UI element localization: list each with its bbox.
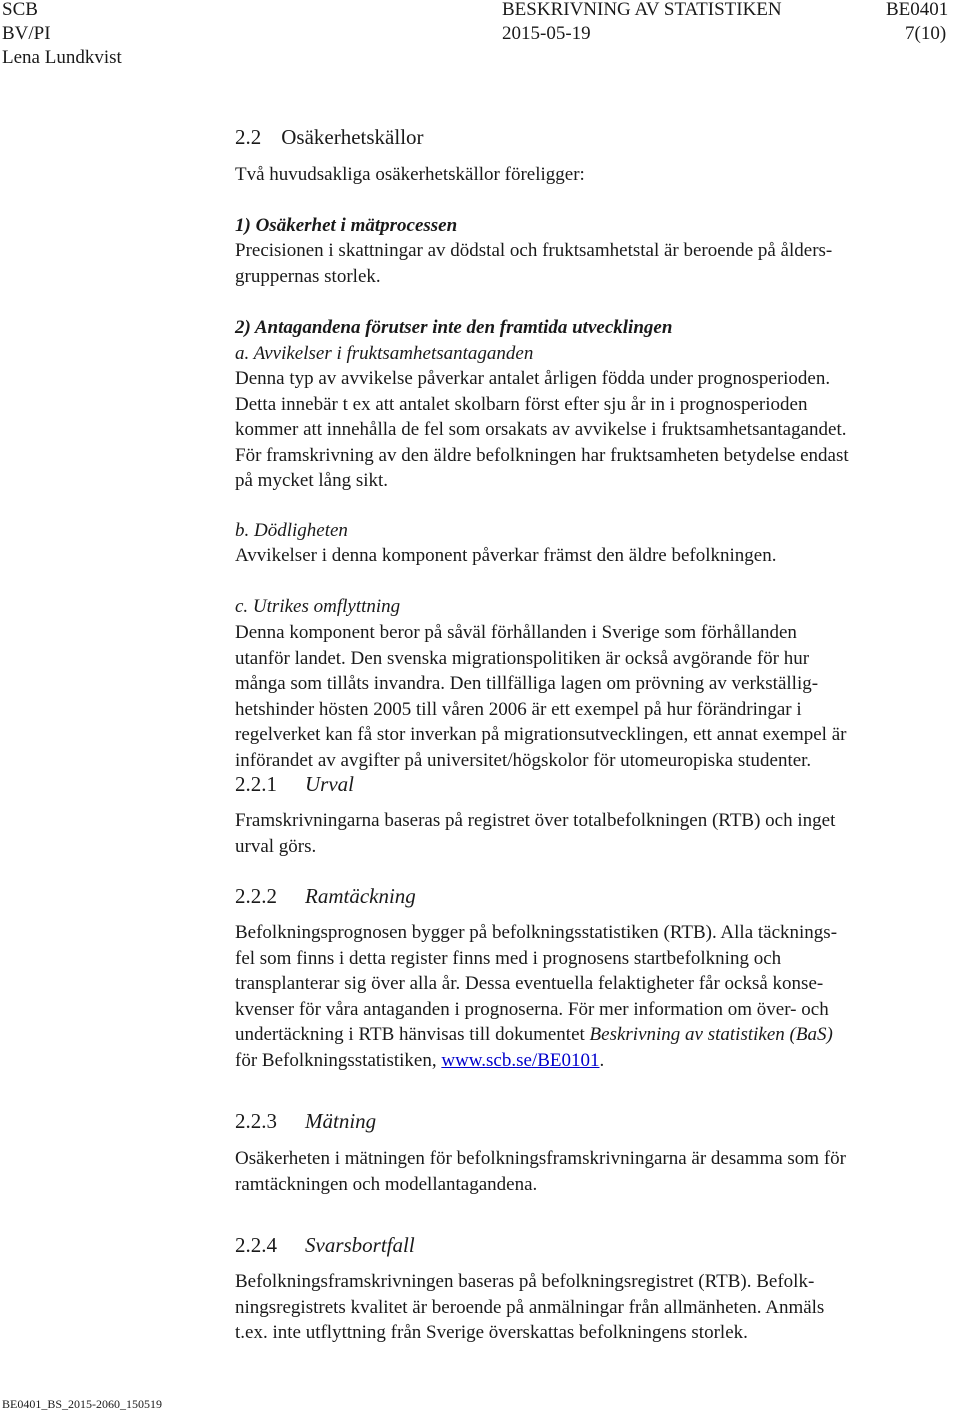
text-line: Denna typ av avvikelse påverkar antalet årligen födda under prognosperioden. xyxy=(235,368,831,389)
text-line: Osäkerheten i mätningen för befolkningsframskrivningarna är desamma som för xyxy=(235,1148,846,1169)
item-1-paragraph xyxy=(235,238,950,289)
text-line: Denna komponent beror på såväl förhållanden i Sverige som förhållanden xyxy=(235,622,797,643)
text-segment: för Befolkningsstatistiken, xyxy=(235,1049,442,1071)
text-line: på mycket lång sikt. xyxy=(235,470,389,491)
section-number: 2.2.4 xyxy=(235,1233,277,1257)
header-title: BESKRIVNING AV STATISTIKEN xyxy=(502,0,782,20)
text-line: Detta innebär t ex att antalet skolbarn först efter sju år in i prognosperioden xyxy=(235,393,808,415)
text-line: transplanterar sig över alla år. Dessa eventuella felaktigheter får också konse- xyxy=(235,973,824,994)
text-line: urval görs. xyxy=(235,835,317,857)
section-2-2-heading xyxy=(235,125,424,150)
text-line: utanför landet. Den svenska migrationspolitiken är också avgörande för hur xyxy=(235,647,810,669)
text-line: ningsregistrets kvalitet är beroende på anmälningar från allmänheten. Anmäls xyxy=(235,1296,825,1318)
text-line xyxy=(235,1048,950,1074)
section-2-2-1-heading xyxy=(235,772,354,797)
header-date: 2015-05-19 xyxy=(502,23,591,44)
section-2-2-2-paragraph xyxy=(235,920,950,1073)
section-title: Svarsbortfall xyxy=(305,1233,415,1257)
text-line: Precisionen i skattningar av dödstal och fruktsamhetstal är beroende på ålders- xyxy=(235,240,833,261)
item-2b-paragraph xyxy=(235,543,950,569)
section-number: 2.2.2 xyxy=(235,884,277,908)
text-line: kommer att innehålla de fel som orsakats av avvikelse i fruktsamhetsantagandet. xyxy=(235,419,847,440)
section-title: Mätning xyxy=(305,1109,377,1133)
text-line: gruppernas storlek. xyxy=(235,265,381,287)
item-2b-title: b. Dödligheten xyxy=(235,520,348,541)
section-2-2-1-paragraph xyxy=(235,808,950,859)
item-1-title: 1) Osäkerhet i mätprocessen xyxy=(235,215,458,236)
text-line: Avvikelser i denna komponent påverkar främst den äldre befolkningen. xyxy=(235,545,777,566)
text-line: ramtäckningen och modellantagandena. xyxy=(235,1173,538,1195)
intro-paragraph: Två huvudsakliga osäkerhetskällor föreligger: xyxy=(235,164,585,185)
text-line: kvenser för våra antaganden i prognoserna. För mer information om över- och xyxy=(235,998,829,1020)
text-line: hetshinder hösten 2005 till våren 2006 är ett exempel på hur förändringar i xyxy=(235,698,802,720)
text-line: Framskrivningarna baseras på registret över totalbefolkningen (RTB) och inget xyxy=(235,810,836,831)
section-number: 2.2 xyxy=(235,125,262,149)
section-2-2-3-paragraph xyxy=(235,1146,950,1197)
text-line xyxy=(235,1022,950,1048)
section-number: 2.2.3 xyxy=(235,1109,277,1133)
text-line: regelverket kan få stor inverkan på migrationsutvecklingen, ett annat exempel är xyxy=(235,724,847,745)
footer-document-id: BE0401_BS_2015-2060_150519 xyxy=(2,1397,163,1411)
item-2c-paragraph xyxy=(235,620,950,773)
item-2c-title: c. Utrikes omflyttning xyxy=(235,596,401,617)
text-line: många som tillåts invandra. Den tillfälliga lagen om prövning av verkställig- xyxy=(235,673,819,694)
header-page-number: 7(10) xyxy=(905,23,947,44)
document-title: Beskrivning av statistiken (BaS) xyxy=(589,1024,833,1045)
header-code: BE0401 xyxy=(886,0,949,20)
item-2a-title: a. Avvikelser i fruktsamhetsantaganden xyxy=(235,343,534,364)
section-title: Urval xyxy=(305,772,354,796)
section-number: 2.2.1 xyxy=(235,772,277,796)
text-line: fel som finns i detta register finns med i prognosens startbefolkning och xyxy=(235,947,782,969)
header-dept: BV/PI xyxy=(2,23,51,44)
section-title: Ramtäckning xyxy=(305,884,416,908)
scb-link[interactable]: www.scb.se/BE0101 xyxy=(441,1049,600,1071)
section-2-2-4-paragraph xyxy=(235,1269,950,1346)
text-line: Befolkningsframskrivningen baseras på befolkningsregistret (RTB). Befolk- xyxy=(235,1271,815,1292)
section-2-2-4-heading xyxy=(235,1233,415,1258)
text-line: införandet av avgifter på universitet/högskolor för utomeuropiska studenter. xyxy=(235,749,812,771)
text-line: För framskrivning av den äldre befolkningen har fruktsamheten betydelse endast xyxy=(235,444,849,466)
section-title: Osäkerhetskällor xyxy=(281,125,424,149)
item-2-title: 2) Antagandena förutser inte den framtida utvecklingen xyxy=(235,317,673,338)
text-line: Befolkningsprognosen bygger på befolkningsstatistiken (RTB). Alla täcknings- xyxy=(235,922,838,943)
text-segment: . xyxy=(599,1049,605,1071)
item-2a-paragraph xyxy=(235,366,950,494)
header-author: Lena Lundkvist xyxy=(2,47,122,68)
section-2-2-3-heading xyxy=(235,1109,376,1134)
text-line: t.ex. inte utflyttning från Sverige överskattas befolkningens storlek. xyxy=(235,1322,748,1343)
section-2-2-2-heading xyxy=(235,884,416,909)
text-segment: undertäckning i RTB hänvisas till dokumentet xyxy=(235,1024,590,1045)
header-org: SCB xyxy=(2,0,38,20)
